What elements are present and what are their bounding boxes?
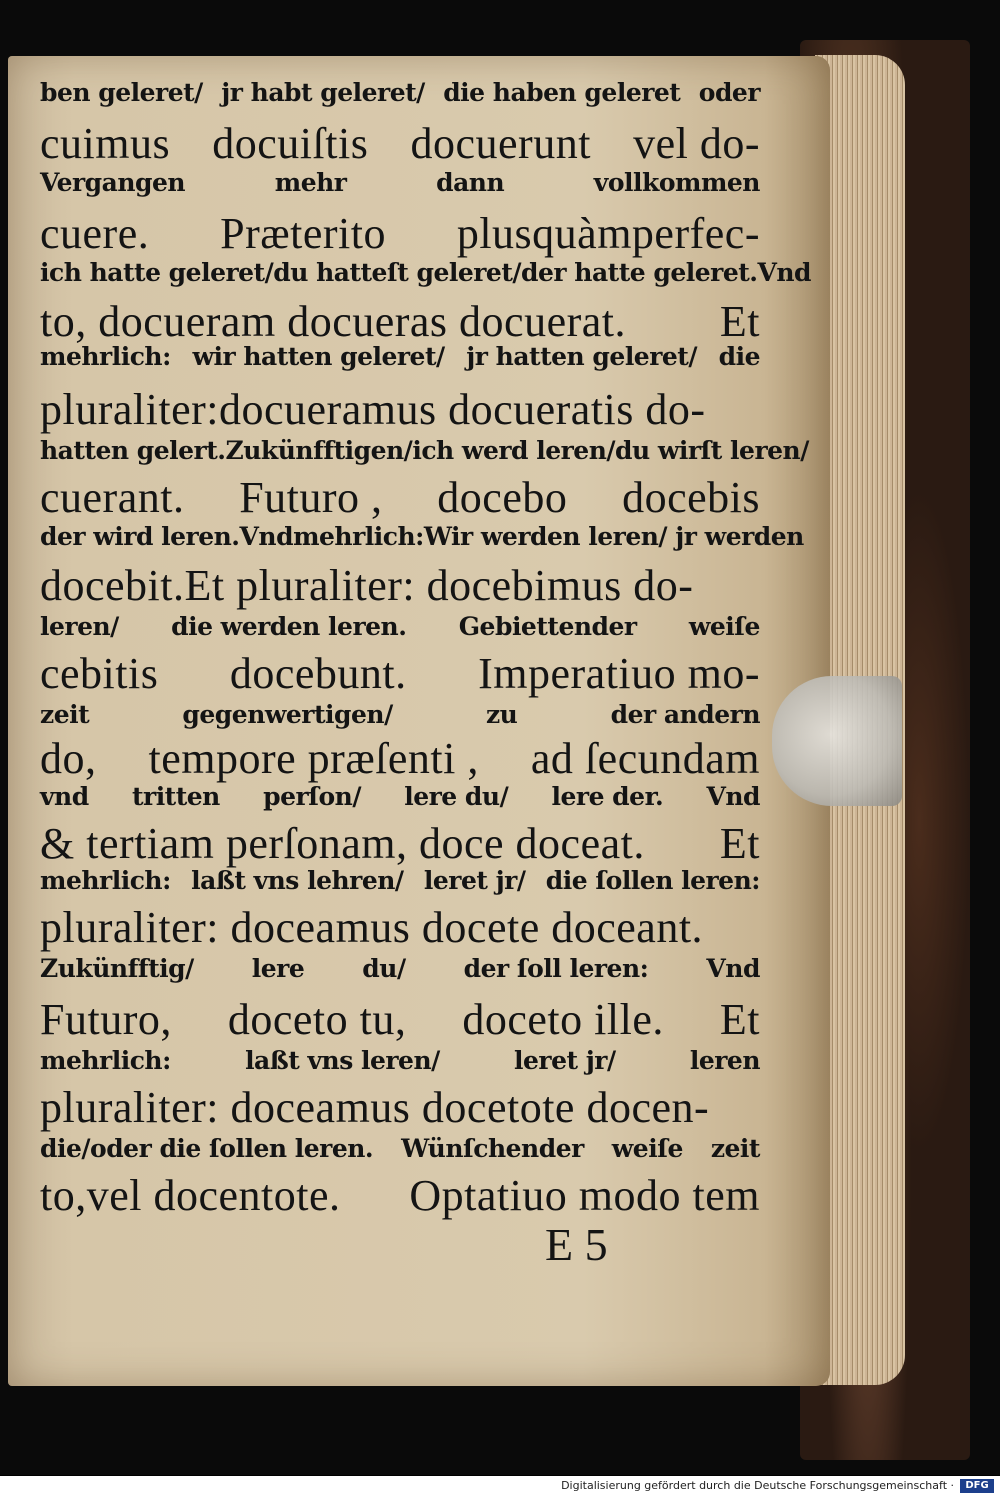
word: Vnd bbox=[706, 954, 760, 983]
word: Et bbox=[719, 297, 760, 346]
latin-line bbox=[40, 902, 760, 953]
word: docebit.Et pluraliter: docebimus do- bbox=[40, 561, 694, 610]
german-line bbox=[40, 522, 804, 551]
latin-line bbox=[40, 472, 760, 523]
word: tritten bbox=[131, 782, 220, 811]
word: ich werd leren/ bbox=[412, 436, 615, 465]
word: jr habt geleret/ bbox=[221, 78, 425, 107]
german-line bbox=[40, 342, 760, 371]
word: Futuro, bbox=[40, 995, 172, 1044]
word: die ſollen leren: bbox=[545, 866, 760, 895]
german-line bbox=[40, 866, 760, 895]
footer-bar bbox=[0, 1476, 1000, 1497]
word: perſon/ bbox=[263, 782, 361, 811]
german-line bbox=[40, 168, 760, 197]
word: laßt vns leren/ bbox=[245, 1046, 440, 1075]
word: ad ſecundam bbox=[530, 734, 760, 783]
word: Optatiuo modo tem bbox=[409, 1171, 760, 1220]
german-line bbox=[40, 78, 760, 107]
word: Gebiettender bbox=[458, 612, 637, 641]
german-line bbox=[40, 1046, 760, 1075]
word: leren/ bbox=[40, 612, 119, 641]
word: to, docueram docueras docuerat. bbox=[40, 297, 627, 346]
dfg-logo: DFG bbox=[960, 1479, 994, 1493]
word: leret jr/ bbox=[514, 1046, 616, 1075]
word: laßt vns lehren/ bbox=[191, 866, 404, 895]
word: mehr bbox=[274, 168, 347, 197]
latin-line bbox=[40, 648, 760, 699]
word: cuere. bbox=[40, 209, 150, 258]
word: docebunt. bbox=[229, 649, 407, 698]
word: docuerunt bbox=[410, 119, 591, 168]
word: der ſoll leren: bbox=[463, 954, 649, 983]
latin-line bbox=[40, 994, 760, 1045]
latin-line bbox=[40, 296, 760, 347]
word: zeit bbox=[710, 1134, 760, 1163]
word: ben geleret/ bbox=[40, 78, 203, 107]
word: du/ bbox=[362, 954, 406, 983]
word: vollkommen bbox=[593, 168, 760, 197]
footer-credit: Digitalisierung gefördert durch die Deutsche Forschungsgemeinschaft · bbox=[561, 1479, 954, 1492]
german-line bbox=[40, 258, 812, 287]
word: wir hatten geleret/ bbox=[192, 342, 445, 371]
latin-line bbox=[40, 560, 760, 611]
latin-line bbox=[40, 384, 760, 435]
word: pluraliter: doceamus docetote docen- bbox=[40, 1083, 710, 1132]
word: lere bbox=[251, 954, 305, 983]
word: & tertiam perſonam, doce doceat. bbox=[40, 819, 645, 868]
word: die haben geleret bbox=[443, 78, 681, 107]
word: mehrlich: bbox=[40, 342, 171, 371]
word: do, bbox=[40, 734, 97, 783]
word: gegenwertigen/ bbox=[182, 700, 393, 729]
word: Vergangen bbox=[40, 168, 186, 197]
word: to,vel docentote. bbox=[40, 1171, 341, 1220]
latin-line bbox=[40, 118, 760, 169]
word: mehrlich: bbox=[40, 866, 171, 895]
word: Vnd bbox=[706, 782, 760, 811]
latin-line bbox=[40, 1170, 760, 1221]
word: plusquàmperfec- bbox=[456, 209, 760, 258]
word: docebis bbox=[622, 473, 760, 522]
word: oder bbox=[698, 78, 760, 107]
word: der wird leren.Vnd bbox=[40, 522, 294, 551]
word: docebo bbox=[437, 473, 568, 522]
word: weiſe bbox=[611, 1134, 683, 1163]
word: pluraliter:docueramus docueratis do- bbox=[40, 385, 706, 434]
word: dann bbox=[436, 168, 505, 197]
word: cuerant. bbox=[40, 473, 185, 522]
word: Vnd bbox=[757, 258, 812, 287]
word: mehrlich:Wir werden leren/ jr werden bbox=[293, 522, 804, 551]
word: Et bbox=[719, 995, 760, 1044]
word: cebitis bbox=[40, 649, 159, 698]
german-line bbox=[40, 436, 809, 465]
german-line bbox=[40, 1134, 760, 1163]
word: pluraliter: doceamus docete doceant. bbox=[40, 903, 704, 952]
word: docuiſtis bbox=[212, 119, 369, 168]
word: vel do- bbox=[633, 119, 760, 168]
word: mehrlich: bbox=[40, 1046, 171, 1075]
word: der andern bbox=[610, 700, 760, 729]
word: hatten gelert. bbox=[40, 436, 226, 465]
word: du wirſt leren/ bbox=[615, 436, 809, 465]
latin-line bbox=[40, 1082, 760, 1133]
german-line bbox=[40, 612, 760, 641]
word: Præterito bbox=[220, 209, 386, 258]
word: Et bbox=[719, 819, 760, 868]
page-clip bbox=[772, 676, 902, 806]
latin-line bbox=[40, 208, 760, 259]
word: ich hatte geleret/du hatteſt geleret/der hatte geleret. bbox=[40, 258, 758, 287]
latin-line bbox=[40, 733, 760, 784]
word: doceto ille. bbox=[462, 995, 664, 1044]
word: die/oder die ſollen leren. bbox=[40, 1134, 374, 1163]
word: Zukünfftigen/ bbox=[225, 436, 413, 465]
latin-line bbox=[40, 818, 760, 869]
word: leren bbox=[689, 1046, 760, 1075]
german-line bbox=[40, 700, 760, 729]
word: cuimus bbox=[40, 119, 171, 168]
word: lere der. bbox=[551, 782, 664, 811]
word: Futuro , bbox=[239, 473, 383, 522]
word: Zukünfftig/ bbox=[40, 954, 194, 983]
german-line bbox=[40, 782, 760, 811]
word: tempore præſenti , bbox=[148, 734, 479, 783]
word: die werden leren. bbox=[171, 612, 407, 641]
word: Imperatiuo mo- bbox=[478, 649, 760, 698]
signature-mark: E 5 bbox=[545, 1219, 608, 1270]
word: jr hatten geleret/ bbox=[466, 342, 697, 371]
german-line bbox=[40, 954, 760, 983]
word: leret jr/ bbox=[423, 866, 526, 895]
word: zeit bbox=[40, 700, 90, 729]
word: vnd bbox=[40, 782, 89, 811]
word: die bbox=[718, 342, 760, 371]
word: weiſe bbox=[688, 612, 760, 641]
word: zu bbox=[485, 700, 518, 729]
word: doceto tu, bbox=[227, 995, 407, 1044]
word: lere du/ bbox=[404, 782, 509, 811]
word: Wünſchender bbox=[401, 1134, 584, 1163]
